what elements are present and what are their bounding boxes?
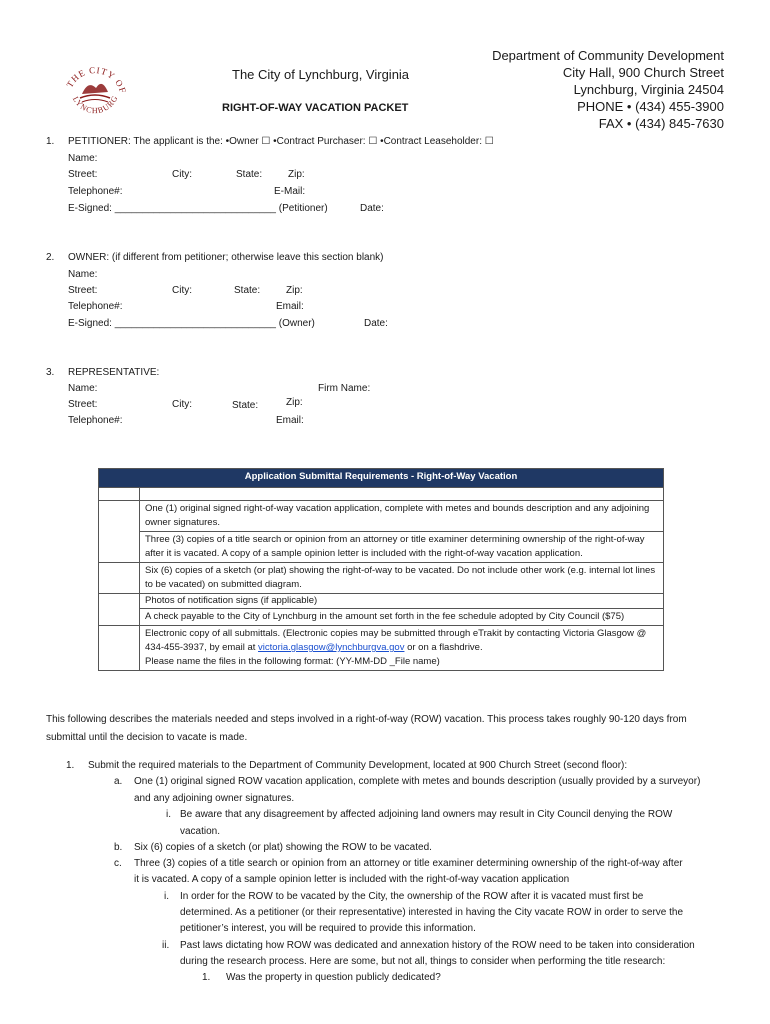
section2-date-label: Date: — [364, 318, 388, 329]
electronic-text: Electronic copy of all submittals. (Electronic copies may be submitted through eTrakit by contacting Victoria Glasgow @ 434-455-3937, by email at — [145, 628, 647, 653]
svg-text:THE CITY OF: THE CITY OF — [64, 64, 129, 95]
item-a-i-line-1: Be aware that any disagreement by affected adjoining land owners may result in City Council denying the ROW — [180, 809, 673, 820]
item-c-ii-1-number: 1. — [202, 972, 211, 983]
item-a-i-line-2: vacation. — [180, 826, 221, 837]
requirements-table — [98, 468, 664, 671]
item-c-line-1: Three (3) copies of a title search or opinion from an attorney or title examiner determining ownership of the right-of-way after — [134, 858, 683, 869]
checkbox-cell[interactable] — [99, 501, 140, 563]
item-a-i-numeral: i. — [166, 809, 171, 820]
item-c-i-numeral: i. — [164, 891, 169, 902]
requirement-item: Six (6) copies of a sketch (or plat) showing the right-of-way to be vacated. Do not include other work (e.g. internal lot lines to be vacated) on submitted diagram. — [140, 563, 664, 594]
section1-number: 1. — [46, 136, 55, 147]
item-c-ii-line-1: Past laws dictating how ROW was dedicated and annexation history of the ROW need to be taken into consideration — [180, 940, 695, 951]
packet-title: RIGHT-OF-WAY VACATION PACKET — [222, 102, 409, 114]
table-row — [99, 626, 664, 671]
item-a-line-1: One (1) original signed ROW vacation application, complete with metes and bounds description (usually provided by a surveyor) — [134, 776, 701, 787]
city-title: The City of Lynchburg, Virginia — [232, 67, 410, 82]
section2-state-label: State: — [234, 285, 261, 296]
item-c-i-line-2: determined. As a petitioner (or their representative) interested in having the City vacate ROW in order to serve the — [180, 907, 684, 918]
dept-line-2: City Hall, 900 Church Street — [562, 65, 724, 80]
checkbox-cell[interactable] — [99, 594, 140, 626]
file-naming-text: Please name the files in the following format: (YY-MM-DD _File name) — [145, 656, 440, 667]
section2-telephone-label: Telephone#: — [68, 301, 123, 312]
item-b-letter: b. — [114, 842, 123, 853]
checkbox-cell[interactable] — [99, 563, 140, 594]
item-c-letter: c. — [114, 858, 122, 869]
section3-firm-label: Firm Name: — [318, 383, 371, 394]
section1-email-label: E-Mail: — [274, 186, 306, 197]
section1-name-label: Name: — [68, 153, 98, 164]
section1-street-label: Street: — [68, 169, 98, 180]
section1-telephone-label: Telephone#: — [68, 186, 123, 197]
item-c-ii-1-question: Was the property in question publicly dedicated? — [226, 972, 441, 983]
requirement-item: Photos of notification signs (if applicable) — [140, 594, 664, 609]
item-c-i-line-3: petitioner’s interest, you will be required to provide this information. — [180, 923, 476, 934]
table-row — [99, 488, 664, 501]
table-row — [99, 501, 664, 532]
table-row — [99, 594, 664, 609]
requirements-table-title: Application Submittal Requirements - Right-of-Way Vacation — [99, 469, 664, 488]
item-c-i-line-1: In order for the ROW to be vacated by the City, the ownership of the ROW after it is vacated must first be — [180, 891, 644, 902]
section1-state-label: State: — [236, 169, 263, 180]
section3-telephone-label: Telephone#: — [68, 415, 123, 426]
section2-email-label: Email: — [276, 301, 304, 312]
intro-line-1: This following describes the materials needed and steps involved in a right-of-way (ROW) vacation. This process takes roughly 90-120 days from — [46, 714, 687, 725]
dept-line-3: Lynchburg, Virginia 24504 — [573, 82, 724, 97]
section3-number: 3. — [46, 367, 55, 378]
table-row — [99, 609, 664, 626]
requirement-item: Three (3) copies of a title search or opinion from an attorney or title examiner determining ownership of the right-of-way after it is vacated. A copy of a sample opinion letter is included with the right-of-way vacation application. — [140, 532, 664, 563]
section1-esigned-line: E-Signed: _____________________________ (Petitioner) — [68, 203, 328, 214]
dept-line-4: PHONE • (434) 455-3900 — [577, 99, 724, 114]
item-a-letter: a. — [114, 776, 123, 787]
item-c-ii-line-2: during the research process. Here are some, but not all, things to consider when performing the title research: — [180, 956, 666, 967]
section3-city-label: City: — [172, 399, 192, 410]
item-b-text: Six (6) copies of a sketch (or plat) showing the ROW to be vacated. — [134, 842, 432, 853]
section3-name-label: Name: — [68, 383, 98, 394]
electronic-text-end: or on a flashdrive. — [404, 642, 483, 653]
table-row — [99, 563, 664, 594]
section1-zip-label: Zip: — [288, 169, 305, 180]
section2-zip-label: Zip: — [286, 285, 303, 296]
intro-line-2: submittal until the decision to vacate is made. — [46, 732, 248, 743]
email-link[interactable]: victoria.glasgow@lynchburgva.gov — [258, 642, 405, 653]
checkbox-cell[interactable] — [99, 626, 140, 671]
section3-street-label: Street: — [68, 399, 98, 410]
table-row — [99, 532, 664, 563]
section3-state-label: State: — [232, 400, 259, 411]
checkbox-cell[interactable] — [99, 488, 140, 501]
item-c-line-2: it is vacated. A copy of a sample opinion letter is included with the right-of-way vacation application — [134, 874, 570, 885]
dept-line-1: Department of Community Development — [492, 48, 724, 63]
section1-petitioner-line: PETITIONER: The applicant is the: •Owner ☐ •Contract Purchaser: ☐ •Contract Leaseholder: ☐ — [68, 136, 494, 147]
section3-zip-label: Zip: — [286, 397, 303, 408]
section2-owner-line: OWNER: (if different from petitioner; otherwise leave this section blank) — [68, 252, 384, 263]
requirement-item: A check payable to the City of Lynchburg in the amount set forth in the fee schedule adopted by City Council ($75) — [140, 609, 664, 626]
section3-email-label: Email: — [276, 415, 304, 426]
step1-text: Submit the required materials to the Department of Community Development, located at 900 Church Street (second floor): — [88, 760, 628, 771]
section1-date-label: Date: — [360, 203, 384, 214]
section2-city-label: City: — [172, 285, 192, 296]
section3-representative-line: REPRESENTATIVE: — [68, 367, 160, 378]
dept-line-5: FAX • (434) 845-7630 — [598, 116, 724, 131]
section2-name-label: Name: — [68, 269, 98, 280]
requirement-item: One (1) original signed right-of-way vacation application, complete with metes and bounds description and any adjoining owner signatures. — [140, 501, 664, 532]
requirement-item-electronic — [140, 626, 664, 671]
city-seal-logo — [60, 52, 130, 122]
svg-text:LYNCHBURG: LYNCHBURG — [70, 93, 120, 116]
item-a-line-2: and any adjoining owner signatures. — [134, 793, 295, 804]
step1-number: 1. — [66, 760, 75, 771]
section1-city-label: City: — [172, 169, 192, 180]
item-c-ii-numeral: ii. — [162, 940, 170, 951]
section2-esigned-line: E-Signed: _____________________________ (Owner) — [68, 318, 315, 329]
section2-number: 2. — [46, 252, 55, 263]
section2-street-label: Street: — [68, 285, 98, 296]
